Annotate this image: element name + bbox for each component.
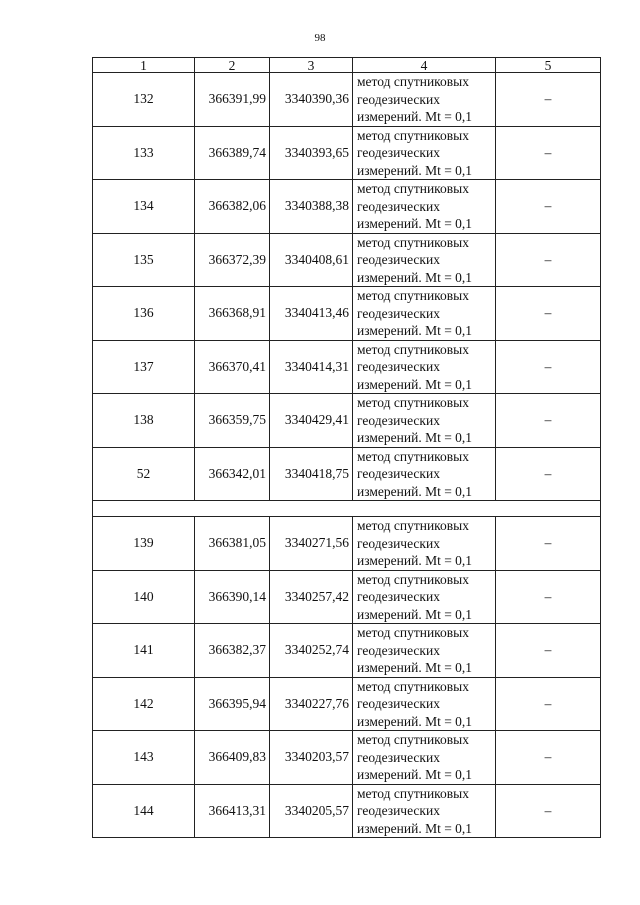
- y-coordinate-cell: 3340418,75: [270, 447, 353, 501]
- note-cell: –: [496, 624, 601, 678]
- table-row: [93, 394, 601, 448]
- note-cell: –: [496, 340, 601, 394]
- method-line: измерений. Mt = 0,1: [357, 376, 473, 392]
- separator-cell: [93, 501, 601, 517]
- method-line: измерений. Mt = 0,1: [357, 109, 473, 124]
- x-coordinate-cell: 366382,37: [195, 624, 270, 678]
- page-number: 98: [314, 32, 326, 44]
- x-coordinate-cell: 366368,91: [195, 287, 270, 341]
- note-cell: –: [496, 517, 601, 571]
- header-col-2: 2: [195, 58, 270, 73]
- x-coordinate-cell: 366382,06: [195, 180, 270, 234]
- method-line: геодезических: [357, 145, 440, 160]
- method-line: геодезических: [357, 359, 440, 374]
- point-number-cell: 138: [93, 394, 195, 448]
- y-coordinate-cell: 3340252,74: [270, 624, 353, 678]
- x-coordinate-cell: 366409,83: [195, 731, 270, 785]
- y-coordinate-cell: 3340414,31: [270, 340, 353, 394]
- method-line: геодезических: [357, 305, 440, 321]
- x-coordinate-cell: 366391,99: [195, 73, 270, 127]
- method-line: метод спутниковых: [357, 127, 469, 143]
- method-line: метод спутниковых: [357, 571, 469, 587]
- method-line: геодезических: [357, 198, 440, 214]
- note-cell: –: [496, 677, 601, 731]
- method-line: измерений. Mt = 0,1: [357, 269, 473, 285]
- y-coordinate-cell: 3340271,56: [270, 517, 353, 571]
- x-coordinate-cell: 366395,94: [195, 677, 270, 731]
- x-coordinate-cell: 366372,39: [195, 233, 270, 287]
- table-row: [93, 447, 601, 501]
- y-coordinate-cell: 3340257,42: [270, 570, 353, 624]
- x-coordinate-cell: 366413,31: [195, 784, 270, 838]
- method-line: измерений. Mt = 0,1: [357, 606, 473, 622]
- y-coordinate-cell: 3340408,61: [270, 233, 353, 287]
- method-cell: [353, 624, 496, 678]
- y-coordinate-cell: 3340390,36: [270, 73, 353, 127]
- method-line: измерений. Mt = 0,1: [357, 713, 473, 729]
- note-cell: –: [496, 180, 601, 234]
- note-cell: –: [496, 394, 601, 448]
- header-row: [93, 58, 601, 73]
- header-col-4: 4: [353, 58, 496, 73]
- point-number-cell: 144: [93, 784, 195, 838]
- method-line: измерений. Mt = 0,1: [357, 820, 473, 836]
- note-cell: –: [496, 570, 601, 624]
- table-row: [93, 233, 601, 287]
- method-cell: [353, 517, 496, 571]
- method-cell: [353, 73, 496, 127]
- point-number-cell: 52: [93, 447, 195, 501]
- method-line: метод спутниковых: [357, 341, 469, 357]
- method-cell: [353, 394, 496, 448]
- note-cell: –: [496, 731, 601, 785]
- method-line: метод спутниковых: [357, 785, 469, 801]
- x-coordinate-cell: 366370,41: [195, 340, 270, 394]
- point-number-cell: 137: [93, 340, 195, 394]
- y-coordinate-cell: 3340413,46: [270, 287, 353, 341]
- method-cell: [353, 570, 496, 624]
- method-line: метод спутниковых: [357, 678, 469, 694]
- method-line: геодезических: [357, 642, 440, 658]
- method-cell: [353, 233, 496, 287]
- method-line: метод спутниковых: [357, 625, 469, 640]
- table-row: [93, 570, 601, 624]
- table-row: [93, 517, 601, 571]
- table-body: [93, 73, 601, 838]
- method-line: метод спутниковых: [357, 74, 469, 89]
- note-cell: –: [496, 287, 601, 341]
- x-coordinate-cell: 366359,75: [195, 394, 270, 448]
- method-line: геодезических: [357, 412, 440, 428]
- point-number-cell: 141: [93, 624, 195, 678]
- point-number-cell: 134: [93, 180, 195, 234]
- x-coordinate-cell: 366389,74: [195, 126, 270, 180]
- point-number-cell: 136: [93, 287, 195, 341]
- point-number-cell: 132: [93, 73, 195, 127]
- method-line: метод спутниковых: [357, 395, 469, 410]
- note-cell: –: [496, 233, 601, 287]
- point-number-cell: 140: [93, 570, 195, 624]
- method-line: геодезических: [357, 749, 440, 765]
- method-line: метод спутниковых: [357, 234, 469, 250]
- method-cell: [353, 180, 496, 234]
- point-number-cell: 135: [93, 233, 195, 287]
- method-line: геодезических: [357, 589, 440, 604]
- x-coordinate-cell: 366390,14: [195, 570, 270, 624]
- y-coordinate-cell: 3340388,38: [270, 180, 353, 234]
- y-coordinate-cell: 3340429,41: [270, 394, 353, 448]
- table-row: [93, 731, 601, 785]
- method-line: измерений. Mt = 0,1: [357, 430, 473, 445]
- method-line: метод спутниковых: [357, 448, 469, 464]
- coordinates-table: [92, 57, 601, 838]
- note-cell: –: [496, 126, 601, 180]
- point-number-cell: 142: [93, 677, 195, 731]
- method-line: измерений. Mt = 0,1: [357, 216, 473, 231]
- table-row: [93, 180, 601, 234]
- method-line: геодезических: [357, 696, 440, 711]
- method-cell: [353, 784, 496, 838]
- table-row: [93, 287, 601, 341]
- header-col-3: 3: [270, 58, 353, 73]
- method-cell: [353, 340, 496, 394]
- method-line: измерений. Mt = 0,1: [357, 323, 473, 338]
- note-cell: –: [496, 73, 601, 127]
- separator-row: [93, 501, 601, 517]
- table-row: [93, 126, 601, 180]
- method-cell: [353, 447, 496, 501]
- y-coordinate-cell: 3340227,76: [270, 677, 353, 731]
- method-line: измерений. Mt = 0,1: [357, 553, 473, 568]
- point-number-cell: 139: [93, 517, 195, 571]
- method-line: геодезических: [357, 803, 440, 818]
- method-cell: [353, 731, 496, 785]
- note-cell: –: [496, 447, 601, 501]
- point-number-cell: 143: [93, 731, 195, 785]
- method-cell: [353, 126, 496, 180]
- method-line: геодезических: [357, 91, 440, 107]
- method-line: геодезических: [357, 466, 440, 481]
- table-row: [93, 73, 601, 127]
- table-row: [93, 340, 601, 394]
- y-coordinate-cell: 3340205,57: [270, 784, 353, 838]
- method-line: геодезических: [357, 535, 440, 551]
- method-line: геодезических: [357, 252, 440, 267]
- method-line: измерений. Mt = 0,1: [357, 162, 473, 178]
- method-line: измерений. Mt = 0,1: [357, 483, 473, 499]
- header-col-5: 5: [496, 58, 601, 73]
- x-coordinate-cell: 366381,05: [195, 517, 270, 571]
- method-cell: [353, 677, 496, 731]
- table-row: [93, 784, 601, 838]
- y-coordinate-cell: 3340203,57: [270, 731, 353, 785]
- point-number-cell: 133: [93, 126, 195, 180]
- method-line: метод спутниковых: [357, 288, 469, 303]
- x-coordinate-cell: 366342,01: [195, 447, 270, 501]
- method-line: метод спутниковых: [357, 732, 469, 747]
- y-coordinate-cell: 3340393,65: [270, 126, 353, 180]
- method-line: измерений. Mt = 0,1: [357, 767, 473, 782]
- table-row: [93, 624, 601, 678]
- method-cell: [353, 287, 496, 341]
- method-line: измерений. Mt = 0,1: [357, 660, 473, 675]
- method-line: метод спутниковых: [357, 181, 469, 196]
- header-col-1: 1: [93, 58, 195, 73]
- method-line: метод спутниковых: [357, 518, 469, 533]
- note-cell: –: [496, 784, 601, 838]
- table-row: [93, 677, 601, 731]
